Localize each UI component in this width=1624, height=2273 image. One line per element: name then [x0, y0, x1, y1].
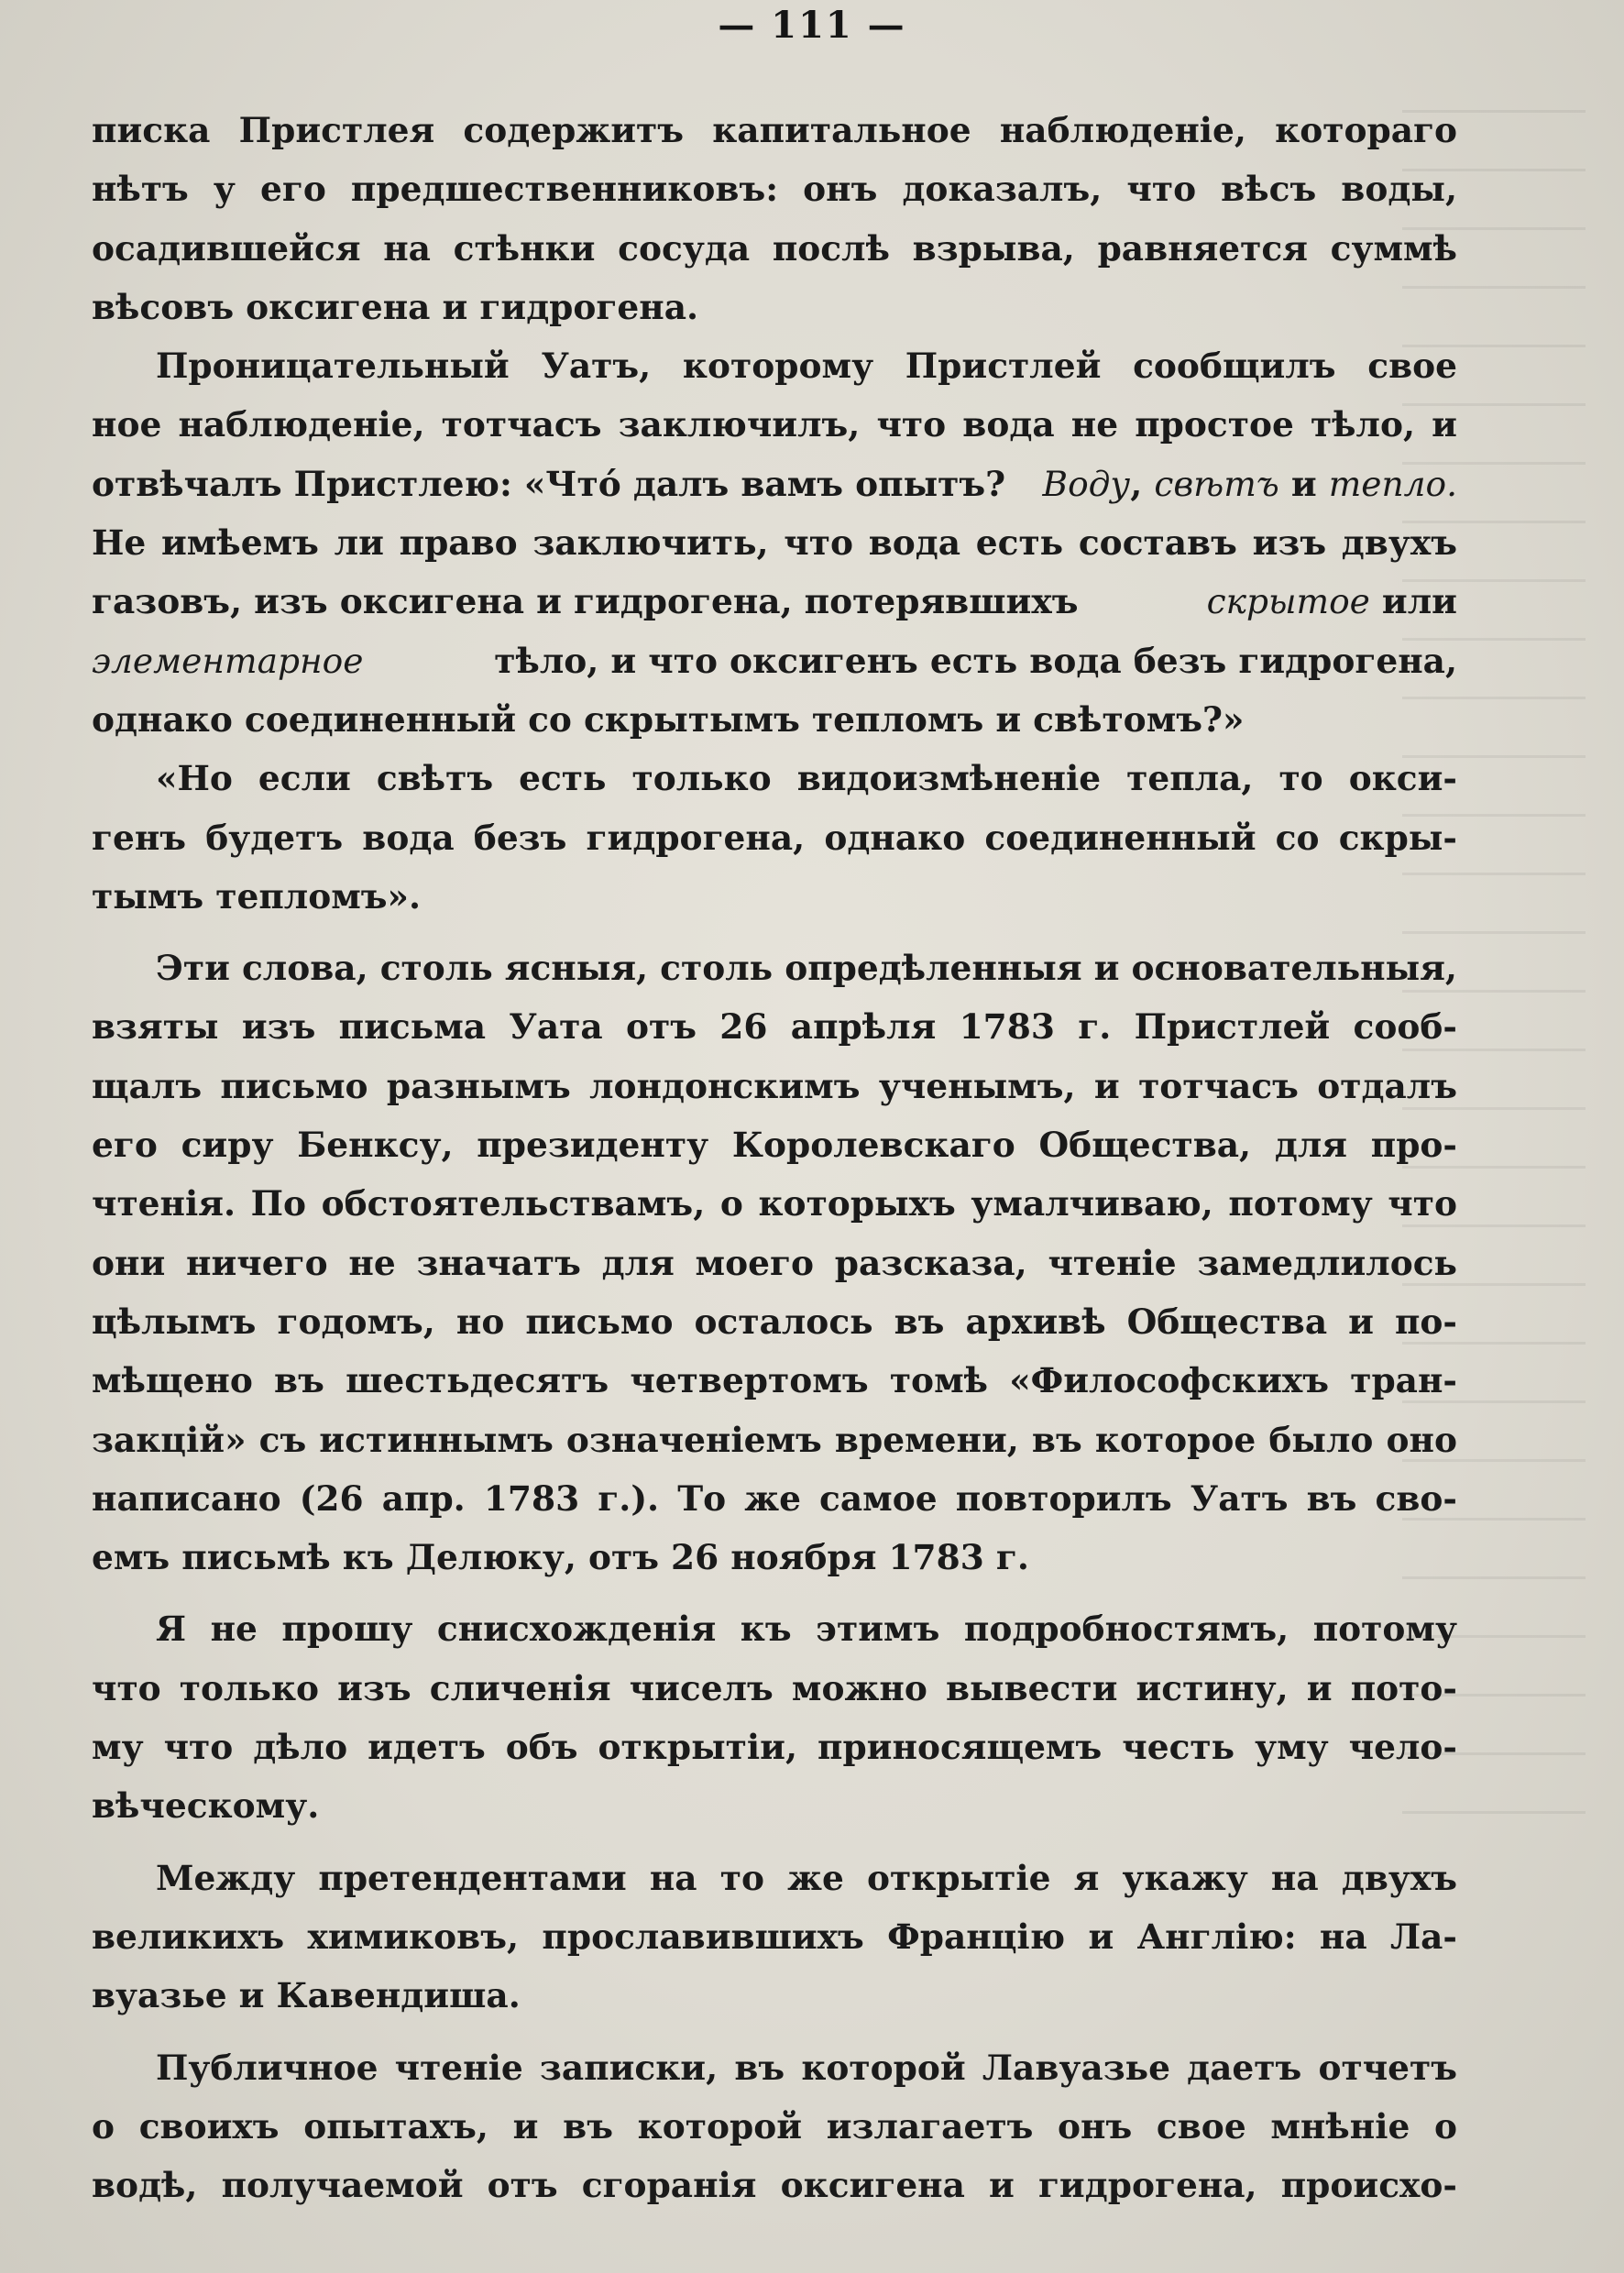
italic-group — [1207, 572, 1457, 631]
page-number: — 111 — — [718, 4, 906, 47]
text-line: взяты изъ письма Уата отъ 26 апрѣля 1783 г. Пристлей сооб- — [92, 1006, 1457, 1048]
italic-group — [1043, 455, 1457, 513]
text-segment: газовъ, изъ оксигена и гидрогена, потерявшихъ — [92, 581, 1091, 622]
text-line-with-italics — [92, 572, 1457, 631]
text-line: му что дѣло идетъ объ открытіи, приносящемъ честь уму чело- — [92, 1727, 1457, 1768]
text-line: емъ письмѣ къ Делюку, отъ 26 ноября 1783 г. — [92, 1537, 1029, 1578]
text-line: «Но если свѣтъ есть только видоизмѣненіе тепла, то окси- — [156, 758, 1457, 799]
text-line: Между претендентами на то же открытіе я укажу на двухъ — [156, 1857, 1457, 1898]
text-line: водѣ, получаемой отъ сгоранія оксигена и гидрогена, происхо- — [92, 2165, 1457, 2206]
text-segment: отвѣчалъ Пристлею: «Что́ далъ вамъ опытъ? — [92, 463, 1018, 504]
text-line: написано (26 апр. 1783 г.). То же самое повторилъ Уатъ въ сво- — [92, 1477, 1457, 1519]
paragraph-1 — [92, 101, 1457, 336]
text-line: щалъ письмо разнымъ лондонскимъ ученымъ, и тотчасъ отдалъ — [92, 1065, 1457, 1106]
text-line: Эти слова, столь ясныя, столь опредѣленныя и основательныя, — [156, 948, 1457, 989]
paragraph-7 — [92, 2038, 1457, 2215]
text-line: нѣтъ у его предшественниковъ: онъ доказалъ, что вѣсъ воды, — [92, 169, 1457, 210]
text-line: писка Пристлея содержитъ капитальное наблюденіе, котораго — [92, 110, 1457, 150]
text-line: вѣсовъ оксигена и гидрогена. — [92, 286, 699, 327]
text-line: закцій» съ истиннымъ означеніемъ времени, въ которое было оно — [92, 1419, 1457, 1460]
text-line: что только изъ сличенія чиселъ можно вывести истину, и пото- — [92, 1667, 1457, 1708]
text-segment: и — [1278, 463, 1329, 504]
text-line: Не имѣемъ ли право заключить, что вода есть составъ изъ двухъ — [92, 522, 1457, 564]
text-line: Проницательный Уатъ, которому Пристлей сообщилъ свое — [156, 346, 1457, 387]
text-line: они ничего не значатъ для моего разсказа, чтеніе замедлилось — [92, 1242, 1457, 1283]
text-line: генъ будетъ вода безъ гидрогена, однако соединенный со скры- — [92, 817, 1457, 858]
text-segment: тѣло, и что оксигенъ есть вода безъ гидрогена, — [482, 640, 1457, 681]
text-line: вѣческому. — [92, 1785, 320, 1827]
text-line: тымъ тепломъ». — [92, 875, 422, 917]
text-line: великихъ химиковъ, прославившихъ Францію и Англію: на Ла- — [92, 1916, 1457, 1957]
italic-word: элементарное — [92, 640, 364, 681]
text-line: Я не прошу снисхожденія къ этимъ подробностямъ, потому — [156, 1609, 1457, 1650]
text-segment: или — [1369, 581, 1457, 622]
paragraph-3 — [92, 749, 1457, 926]
text-line-with-italics — [92, 455, 1457, 513]
text-line-with-italics — [92, 631, 1457, 690]
italic-word: скрытое — [1206, 581, 1370, 622]
text-line: однако соединенный со скрытымъ тепломъ и свѣтомъ?» — [92, 698, 1245, 740]
text-body — [92, 101, 1457, 2214]
paragraph-6 — [92, 1849, 1457, 2026]
italic-word: тепло. — [1328, 463, 1457, 504]
paragraph-5 — [92, 1599, 1457, 1835]
text-line: осадившейся на стѣнки сосуда послѣ взрыва, равняется суммѣ — [92, 227, 1457, 269]
text-line: мѣщено въ шестьдесятъ четвертомъ томѣ «Философскихъ тран- — [92, 1360, 1457, 1401]
text-segment: , — [1130, 463, 1155, 504]
text-line: вуазье и Кавендиша. — [92, 1975, 521, 2016]
italic-word: Воду — [1042, 463, 1131, 504]
text-line: чтенія. По обстоятельствамъ, о которыхъ умалчиваю, потому что — [92, 1183, 1457, 1224]
italic-word: свѣтъ — [1154, 463, 1279, 504]
text-line: Публичное чтеніе записки, въ которой Лавуазье даетъ отчетъ — [156, 2047, 1457, 2088]
text-line: цѣлымъ годомъ, но письмо осталось въ архивѣ Общества и по- — [92, 1301, 1457, 1342]
paragraph-2 — [92, 336, 1457, 749]
text-line: о своихъ опытахъ, и въ которой излагаетъ онъ свое мнѣніе о — [92, 2105, 1457, 2147]
paragraph-4 — [92, 939, 1457, 1587]
text-line: ное наблюденіе, тотчасъ заключилъ, что вода не простое тѣло, и — [92, 404, 1457, 445]
text-line: его сиру Бенксу, президенту Королевскаго Общества, для про- — [92, 1125, 1457, 1166]
